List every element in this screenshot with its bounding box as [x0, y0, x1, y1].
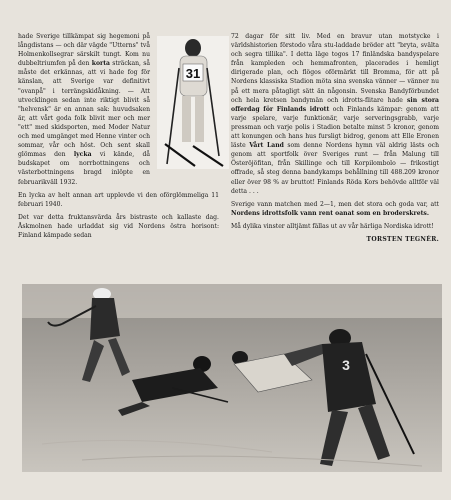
left-paragraph-1: hade Sverige tillkämpat sig hegemoni på långdistans — och där vägde "Utterns" två Holmenkollsegrar särskilt tungt. Kom nu dubbeltriumfen på den korta sträckan, så måste det erkännas, att vi hade fog för känslan, att Sverige var definitivt "ovanpå" i terrängskidåkning. — Att utvecklingen sedan inte riktigt blivit så "helvensk" är en annan sak: huvudsaken är, att vårt goda folk blivit mer och mer "ett" med skidsporten, med Moder Natur och med umgänget med Henne vinter och sommar, vår och höst. Och sent skall glömmas den lycka vi kände, då budskapet om norrbottningens och västerbottningens bragd inlöpte en februarikväll 1932. — [18, 33, 151, 186]
bib-number: 31 — [185, 66, 201, 81]
left-paragraph-3: Det var detta fruktansvärda års bistraste och kallaste dag. Åskmolnen hade urladdat sig vid Nordens östra horisont: Finland kämpade sedan — [18, 213, 219, 239]
right-paragraph-3: Må dylika vinster alltjämt fällas ut av vår härliga Nordiska idrott! — [231, 222, 434, 230]
jersey-number: 3 — [342, 357, 350, 373]
skier-photo — [157, 36, 229, 169]
bandy-match-photo — [22, 284, 442, 472]
author-signature: TORSTEN TEGNÉR. — [366, 235, 439, 243]
right-text-column — [231, 32, 439, 244]
right-paragraph-1: 72 dagar för sitt liv. Med en bravur utan motstycke i världshistorien förstodo våra stu-laddade bröder att "bryta, svälta och segra tillika". I detta läge togos 17 finländska bandyspelare från kampleden och hemmafronten, placerades i hemligt dirigerade plan, och flögos oförmärkt till Bromma, för att på Nordens klassiska Stadion möta sina svenska vänner — vänner nu på ett mera påtagligt sätt än någonsin. Svenska Bandyförbundet och hela kretsen bandymän och idrotts-flitare hade sin stora offerdag för Finlands idrott och Finlands kämpar: genom att varje spelare, varje funktionär, varje serveringsgrabb, varje pressman och varje polis i Stadion betalte minst 5 kronor, genom att konungen och hans hus fursligt bidrog, genom att Elle Eronen läste Vårt Land som denne Nordens hymn väl aldrig lästs och genom att sportfolk över Sveriges runt — från Malung till Österöjöfitan, från Skillinge och till Korpilombolo — frikostigt offrade, så steg denna bandykamps behållning till 488.209 kronor eller över 98 % av bruttot! Finlands Röda Kors behövde alltför väl detta . . . — [231, 33, 440, 195]
left-paragraph-2: En lycka av helt annan art upplevde vi den oförglömmeliga 11 februari 1940. — [18, 191, 219, 208]
right-paragraph-2: Sverige vann matchen med 2—1, men det stora och goda var, att Nordens idrottsfolk vann rent oanat som en broderskrets. — [231, 200, 439, 217]
